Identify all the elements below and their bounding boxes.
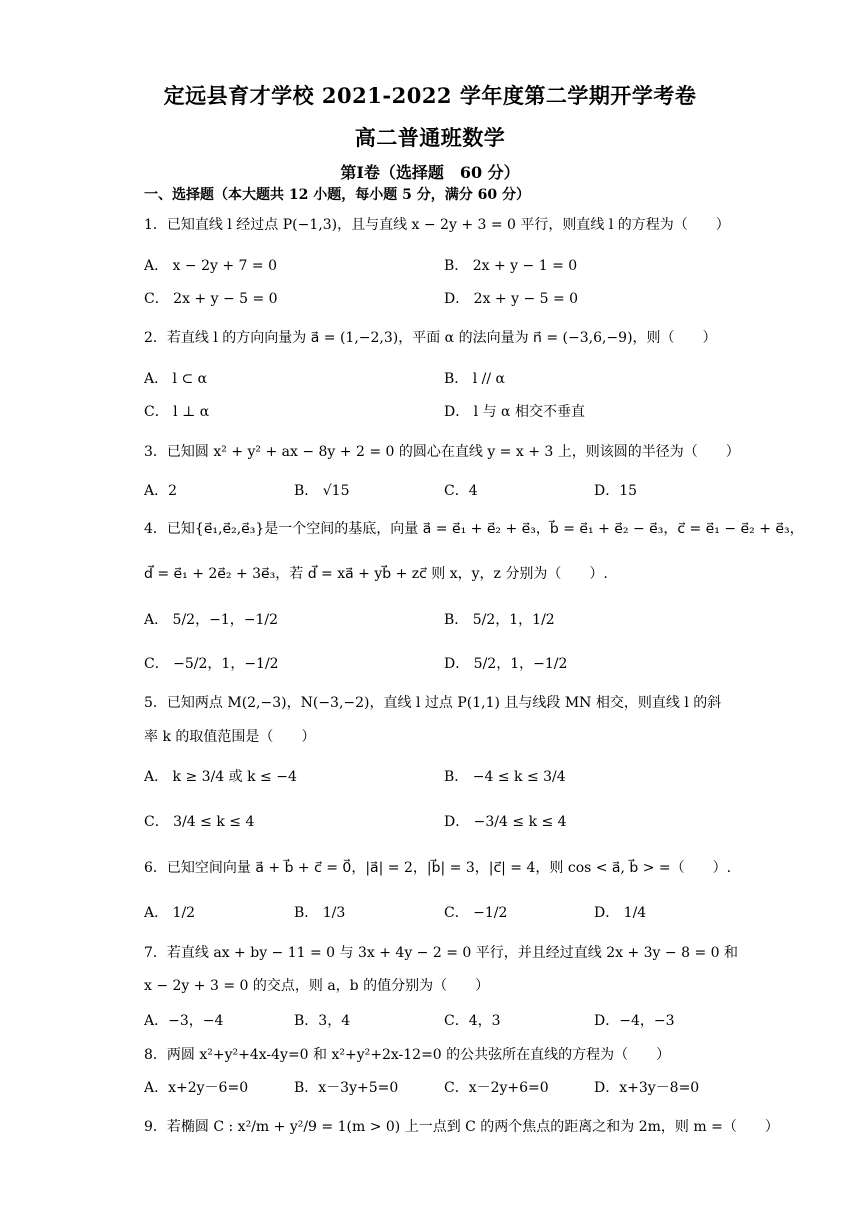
question-4-stem: 4．已知{e⃗₁,e⃗₂,e⃗₃}是一个空间的基底，向量 a⃗ = e⃗₁ + e⃗₂ + e⃗₃，b⃗ = e⃗₁ + e⃗₂ − e⃗₃，c⃗ = e⃗₁ − e⃗₂ + e⃗₃， bbox=[144, 521, 804, 537]
question-7-option-d: D．−4，−3 bbox=[594, 1013, 675, 1029]
question-4-option-b: B． 5/2，1，1/2 bbox=[444, 612, 555, 628]
question-9-stem: 9．若椭圆 C : x²/m + y²/9 = 1(m > 0) 上一点到 C 的两个焦点的距离之和为 2m，则 m =（ ） bbox=[144, 1119, 779, 1135]
question-1-stem: 1．已知直线 l 经过点 P(−1,3)，且与直线 x − 2y + 3 = 0 平行，则直线 l 的方程为（ ） bbox=[144, 217, 730, 233]
question-6-option-b: B． 1/3 bbox=[294, 905, 346, 921]
question-7-option-c: C．4，3 bbox=[444, 1013, 501, 1029]
question-3-option-c: C．4 bbox=[444, 483, 478, 499]
question-2-stem: 2．若直线 l 的方向向量为 a⃗ = (1,−2,3)，平面 α 的法向量为 n⃗ = (−3,6,−9)，则（ ） bbox=[144, 330, 717, 346]
question-7-stem: 7．若直线 ax + by − 11 = 0 与 3x + 4y − 2 = 0 平行，并且经过直线 2x + 3y − 8 = 0 和 bbox=[144, 945, 738, 961]
question-8-option-d: D．x+3y－8=0 bbox=[594, 1080, 700, 1096]
question-8-stem: 8．两圆 x²+y²+4x-4y=0 和 x²+y²+2x-12=0 的公共弦所在直线的方程为（ ） bbox=[144, 1047, 671, 1063]
question-4-option-c: C． −5/2，1，−1/2 bbox=[144, 656, 279, 672]
question-3-option-b: B． √15 bbox=[294, 483, 350, 499]
question-6-option-c: C． −1/2 bbox=[444, 905, 508, 921]
question-2-option-b: B． l // α bbox=[444, 371, 506, 387]
question-4-option-a: A． 5/2，−1，−1/2 bbox=[144, 612, 278, 628]
question-1-option-b: B． 2x + y − 1 = 0 bbox=[444, 258, 578, 274]
exam-title: 定远县育才学校 2021-2022 学年度第二学期开学考卷 bbox=[163, 83, 697, 108]
question-2-option-a: A． l ⊂ α bbox=[144, 371, 208, 387]
question-5-stem: 5．已知两点 M(2,−3)，N(−3,−2)，直线 l 过点 P(1,1) 且与线段 MN 相交，则直线 l 的斜 bbox=[144, 695, 722, 711]
question-1-option-a: A． x − 2y + 7 = 0 bbox=[144, 258, 277, 274]
question-5-stem-continued: 率 k 的取值范围是（ ） bbox=[144, 729, 316, 745]
part-title: 第Ⅰ卷（选择题 60 分） bbox=[340, 163, 520, 182]
question-8-option-a: A．x+2y－6=0 bbox=[144, 1080, 249, 1096]
exam-subtitle: 高二普通班数学 bbox=[354, 125, 506, 150]
question-7-stem-continued: x − 2y + 3 = 0 的交点，则 a，b 的值分别为（ ） bbox=[144, 978, 490, 994]
question-3-option-d: D．15 bbox=[594, 483, 638, 499]
question-5-option-c: C． 3/4 ≤ k ≤ 4 bbox=[144, 814, 255, 830]
question-3-option-a: A．2 bbox=[144, 483, 178, 499]
question-7-option-a: A．−3，−4 bbox=[144, 1013, 224, 1029]
question-1-option-c: C． 2x + y − 5 = 0 bbox=[144, 291, 278, 307]
question-2-option-c: C． l ⊥ α bbox=[144, 404, 210, 420]
question-5-option-d: D． −3/4 ≤ k ≤ 4 bbox=[444, 814, 567, 830]
question-1-option-d: D． 2x + y − 5 = 0 bbox=[444, 291, 579, 307]
question-6-option-d: D． 1/4 bbox=[594, 905, 647, 921]
question-5-option-b: B． −4 ≤ k ≤ 3/4 bbox=[444, 769, 566, 785]
question-4-stem-continued: d⃗ = e⃗₁ + 2e⃗₂ + 3e⃗₃，若 d⃗ = xa⃗ + yb⃗ + zc⃗ 则 x，y，z 分别为（ ）. bbox=[144, 566, 608, 582]
question-8-option-c: C．x－2y+6=0 bbox=[444, 1080, 549, 1096]
question-2-option-d: D． l 与 α 相交不垂直 bbox=[444, 404, 585, 420]
question-8-option-b: B．x－3y+5=0 bbox=[294, 1080, 399, 1096]
question-3-stem: 3．已知圆 x² + y² + ax − 8y + 2 = 0 的圆心在直线 y = x + 3 上，则该圆的半径为（ ） bbox=[144, 444, 740, 460]
question-5-option-a: A． k ≥ 3/4 或 k ≤ −4 bbox=[144, 769, 297, 785]
section-heading: 一、选择题（本大题共 12 小题，每小题 5 分，满分 60 分） bbox=[144, 187, 530, 203]
question-4-option-d: D． 5/2，1，−1/2 bbox=[444, 656, 568, 672]
question-7-option-b: B．3，4 bbox=[294, 1013, 351, 1029]
question-6-option-a: A． 1/2 bbox=[144, 905, 196, 921]
question-6-stem: 6．已知空间向量 a⃗ + b⃗ + c⃗ = 0⃗，|a⃗| = 2，|b⃗| = 3，|c⃗| = 4，则 cos < a⃗, b⃗ > =（ ）. bbox=[144, 860, 732, 876]
